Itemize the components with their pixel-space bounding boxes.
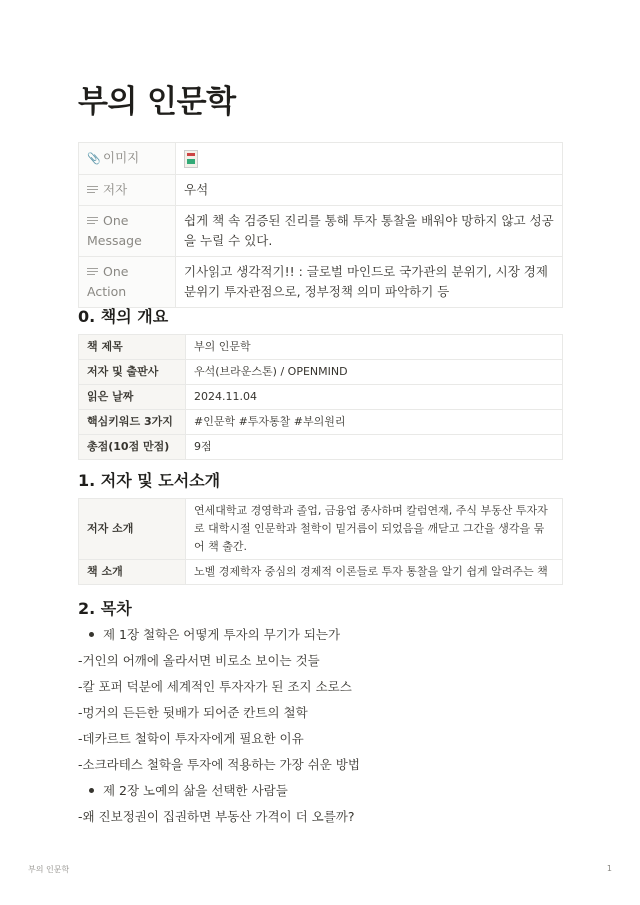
toc-entry: -왜 진보정권이 집권하면 부동산 가격이 더 오를까? xyxy=(78,809,355,824)
table-row xyxy=(79,385,563,410)
table-key: 핵심키워드 3가지 xyxy=(79,410,186,435)
table-key: 책 제목 xyxy=(79,335,186,360)
section-heading-author: 1. 저자 및 도서소개 xyxy=(78,471,221,490)
table-value[interactable]: 9점 xyxy=(186,435,563,460)
table-row xyxy=(79,410,563,435)
table-row xyxy=(79,435,563,460)
paperclip-icon: 📎 xyxy=(87,152,101,165)
page-title: 부의 인문학 xyxy=(78,84,236,120)
property-value[interactable]: 기사읽고 생각적기!! : 글로벌 마인드로 국가관의 분위기, 시장 경제 분위기 투자관점으로, 정부정책 의미 파악하기 등 xyxy=(176,257,563,308)
table-value[interactable]: 우석(브라운스톤) / OPENMIND xyxy=(186,360,563,385)
toc-entry: -소크라테스 철학을 투자에 적용하는 가장 쉬운 방법 xyxy=(78,757,360,772)
table-row xyxy=(79,360,563,385)
property-row[interactable] xyxy=(79,143,563,175)
list-item-text: 제 1장 철학은 어떻게 투자의 무기가 되는가 xyxy=(103,627,341,642)
table-value[interactable]: 2024.11.04 xyxy=(186,385,563,410)
property-name: 저자 xyxy=(103,182,128,197)
property-row[interactable] xyxy=(79,206,563,257)
footer-title: 부의 인문학 xyxy=(28,865,70,874)
table-value[interactable]: 노벨 경제학자 중심의 경제적 이론들로 투자 통찰을 알기 쉽게 알려주는 책 xyxy=(186,560,563,585)
table-key: 책 소개 xyxy=(79,560,186,585)
table-key: 저자 소개 xyxy=(79,499,186,560)
list-item-text: 제 2장 노예의 삶을 선택한 사람들 xyxy=(103,783,288,798)
table-value[interactable]: #인문학 #투자통찰 #부의원리 xyxy=(186,410,563,435)
toc-entry: -데카르트 철학이 투자자에게 필요한 이유 xyxy=(78,731,304,746)
section-heading-toc: 2. 목차 xyxy=(78,599,132,618)
toc-entry: -멍거의 든든한 뒷배가 되어준 칸트의 철학 xyxy=(78,705,308,720)
table-row xyxy=(79,499,563,560)
property-name: One Action xyxy=(87,264,129,299)
bullet-dot-icon xyxy=(89,632,94,637)
property-name: One Message xyxy=(87,213,142,248)
page-number: 1 xyxy=(606,864,612,873)
property-name: 이미지 xyxy=(103,150,140,165)
property-row[interactable] xyxy=(79,257,563,308)
book-cover-thumbnail[interactable] xyxy=(184,150,198,168)
table-key: 총점(10점 만점) xyxy=(79,435,186,460)
section-heading-overview: 0. 책의 개요 xyxy=(78,307,169,326)
text-lines-icon xyxy=(87,186,98,194)
table-row xyxy=(79,560,563,585)
table-key: 저자 및 출판사 xyxy=(79,360,186,385)
property-value[interactable]: 우석 xyxy=(176,175,563,206)
author-table xyxy=(78,498,563,585)
table-value[interactable]: 연세대학교 경영학과 졸업, 금융업 종사하며 칼럼연재, 주식 부동산 투자자로 대학시절 인문학과 철학이 밑거름이 되었음을 깨닫고 그간을 생각을 묶어 책 출간. xyxy=(186,499,563,560)
toc-entry: -거인의 어깨에 올라서면 비로소 보이는 것들 xyxy=(78,653,320,668)
table-row xyxy=(79,335,563,360)
text-lines-icon xyxy=(87,268,98,276)
text-lines-icon xyxy=(87,217,98,225)
property-value[interactable]: 쉽게 책 속 검증된 진리를 통해 투자 통찰을 배워야 망하지 않고 성공을 누릴 수 있다. xyxy=(176,206,563,257)
list-item xyxy=(78,781,288,799)
overview-table xyxy=(78,334,563,460)
toc-entry: -칼 포퍼 덕분에 세계적인 투자자가 된 조지 소로스 xyxy=(78,679,352,694)
list-item xyxy=(78,625,340,643)
table-value[interactable]: 부의 인문학 xyxy=(186,335,563,360)
bullet-dot-icon xyxy=(89,788,94,793)
properties-table xyxy=(78,142,563,308)
table-key: 읽은 날짜 xyxy=(79,385,186,410)
property-row[interactable] xyxy=(79,175,563,206)
